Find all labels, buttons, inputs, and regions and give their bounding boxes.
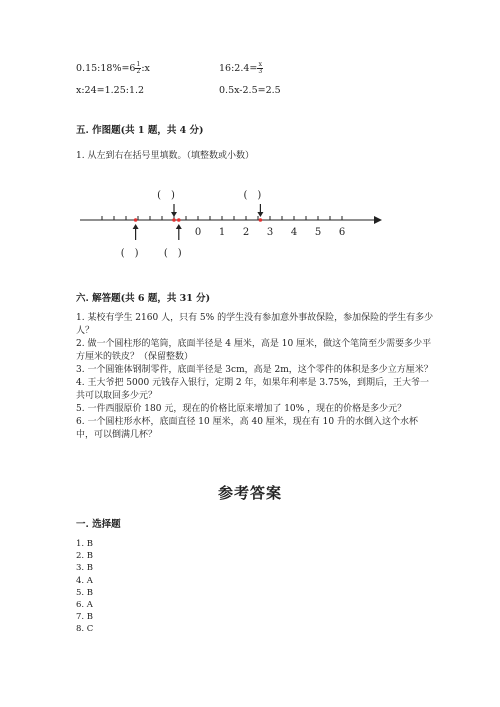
equation-1-suffix: :x bbox=[141, 63, 150, 74]
number-line-labels bbox=[195, 227, 345, 238]
number-line-markers bbox=[121, 190, 264, 259]
answer-item: 5. B bbox=[76, 587, 94, 598]
number-line-tick-label: 4 bbox=[290, 227, 298, 238]
question-item: 4. 王大爷把 5000 元钱存入银行，定期 2 年，如果年利率是 3.75%，到期后，王大爷一共可以取回多少元？ bbox=[76, 378, 429, 401]
answer-paren: ( ) bbox=[120, 248, 139, 259]
question-item: 2. 做一个圆柱形的笔筒，底面半径是 4 厘米，高是 10 厘米，做这个笔筒至少需要多少平方厘米的铁皮？（保留整数） bbox=[76, 339, 432, 362]
number-line-tick-label: 0 bbox=[194, 227, 202, 238]
number-line-point bbox=[172, 218, 176, 222]
answer-paren: ( ) bbox=[243, 190, 262, 201]
equation-4: 0.5x-2.5=2.5 bbox=[219, 85, 281, 96]
answer-item: 7. B bbox=[76, 612, 94, 623]
answer-paren: ( ) bbox=[163, 248, 182, 259]
number-line-tick-label: 6 bbox=[338, 227, 346, 238]
number-line-point bbox=[134, 218, 138, 222]
number-line-figure bbox=[76, 180, 386, 262]
answer-item: 1. B bbox=[76, 539, 94, 549]
answer-item: 8. C bbox=[76, 624, 94, 635]
question-item: 6. 一个圆柱形水杯，底面直径 10 厘米，高 40 厘米，现在有 10 升的水倒入这个水杯中，可以倒满几杯？ bbox=[76, 417, 418, 440]
answer-paren: ( ) bbox=[157, 190, 175, 201]
number-line-tick-label: 5 bbox=[314, 227, 322, 238]
section-6-questions bbox=[76, 312, 434, 442]
number-line-tick-label: 2 bbox=[242, 227, 250, 238]
equation-2-fraction bbox=[257, 62, 263, 75]
equation-3: x:24=1.25:1.2 bbox=[76, 85, 145, 96]
answer-item: 6. A bbox=[76, 600, 93, 611]
question-item: 5. 一件西服原价 180 元，现在的价格比原来增加了 10% ，现在的价格是多少元？ bbox=[76, 404, 407, 414]
equation-1 bbox=[76, 62, 150, 75]
fraction-denominator: 2 bbox=[136, 68, 141, 75]
number-line-ticks bbox=[102, 216, 342, 220]
answers-list bbox=[76, 538, 93, 636]
down-arrow-icon bbox=[171, 212, 177, 217]
equation-2 bbox=[219, 62, 263, 75]
answer-item: 2. B bbox=[76, 551, 94, 562]
number-line-tick-label: 3 bbox=[266, 227, 274, 238]
number-line-arrowhead bbox=[374, 216, 382, 224]
answer-item: 4. A bbox=[76, 575, 93, 586]
number-line-tick-label: 1 bbox=[218, 227, 226, 238]
fraction-numerator: 1 bbox=[136, 61, 141, 68]
section-5-question-1: 1. 从左到右在括号里填数。（填整数或小数） bbox=[76, 151, 254, 161]
answer-item: 3. B bbox=[76, 563, 94, 574]
equation-2-prefix: 16:2.4= bbox=[219, 63, 258, 74]
fraction-denominator: 3 bbox=[258, 68, 263, 75]
number-line-point bbox=[177, 218, 181, 222]
section-5-heading: 五. 作图题(共 1 题，共 4 分) bbox=[76, 125, 204, 136]
question-item: 1. 某校有学生 2160 人，只有 5% 的学生没有参加意外事故保险，参加保险的学生有多少人？ bbox=[76, 313, 434, 336]
section-6-heading: 六. 解答题(共 6 题，共 31 分) bbox=[76, 293, 211, 304]
number-line-point bbox=[259, 218, 263, 222]
question-item: 3. 一个圆锥体钢制零件，底面半径是 3cm，高是 2m，这个零件的体积是多少立方厘米？ bbox=[76, 365, 433, 375]
equation-1-prefix: 0.15:18%=6 bbox=[76, 63, 136, 74]
answers-title: 参考答案 bbox=[217, 484, 282, 502]
answers-section-1-heading: 一. 选择题 bbox=[76, 519, 121, 530]
fraction-numerator: x bbox=[258, 61, 262, 68]
